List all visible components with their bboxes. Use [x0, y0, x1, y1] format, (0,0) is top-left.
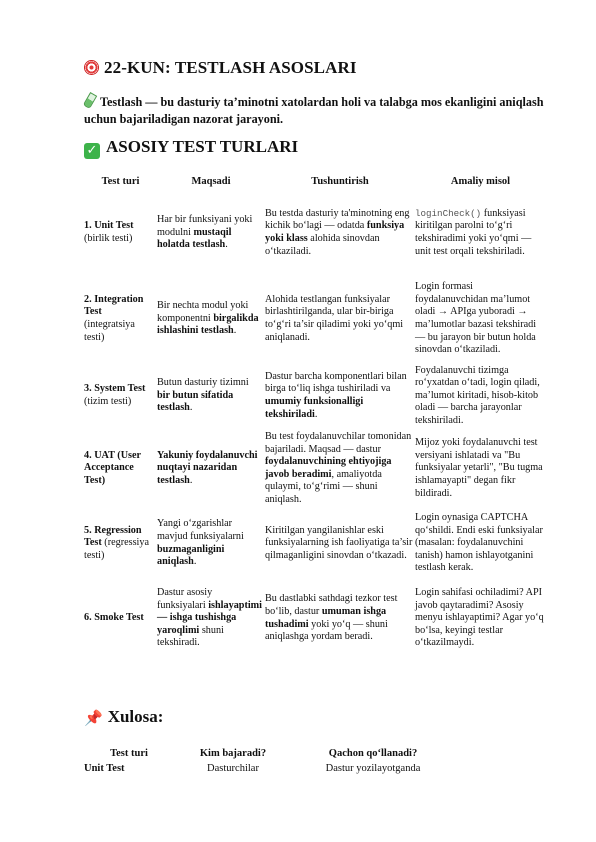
- cell-text: Foydalanuvchi tizimga ro‘yxatdan o‘tadi, login qiladi, ma’lumot kiritadi, hisob-kitob oladi — barcha jarayonlar tekshiriladi.: [415, 364, 540, 426]
- table-row: [84, 508, 546, 580]
- cell-text: Login sahifasi ochiladimi? API javob qaytaradimi? Asosiy menyu ishlayaptimi? Agar yo‘q bo‘lsa, keyingi testlar o‘tkazilmaydi.: [415, 587, 544, 649]
- test-tube-icon: [83, 92, 97, 109]
- cell-example: [415, 190, 546, 276]
- cell-text: (tizim testi): [84, 396, 132, 407]
- cell-example: [415, 430, 546, 508]
- intro-paragraph: [84, 93, 554, 127]
- cell-text: .: [189, 402, 193, 414]
- cell-text: .: [233, 325, 237, 337]
- cell-text: Kiritilgan yangilanishlar eski funksiyalarning ish faoliyatiga ta’sir qilmaganligini sinovdan o‘tkazadi.: [265, 524, 413, 561]
- cell-text: Bir nechta modul yoki komponentni: [157, 300, 249, 324]
- cell-text: Mijoz yoki foydalanuvchi test versiyani ishlatadi va "Bu funksiyalar yetarli", "Bu tugma ishlamayapti" degan fikr bildiradi.: [415, 437, 543, 499]
- cell-text: (regressiya testi): [84, 537, 149, 561]
- summary-cell-when: Dastur yozilayotganda: [325, 763, 421, 774]
- pushpin-icon: 📌: [84, 709, 103, 727]
- cell-example: [415, 362, 546, 430]
- cell-text: mustaqil holatda testlash: [157, 226, 232, 251]
- cell-explanation: [265, 580, 415, 658]
- cell-text: umumiy funksionalligi tekshiriladi: [265, 396, 364, 420]
- cell-text: Yakuniy foydalanuvchi nuqtayi nazaridan testlash: [157, 449, 258, 487]
- cell-text: alohida sinovdan o‘tkaziladi.: [265, 233, 380, 257]
- cell-text: Login formasi foydalanuvchidan ma’lumot oladi → APIga yuboradi → ma’lumotlar bazasi tekshiradi — bu jarayon bir butun holda sinovdan o‘tkaziladi.: [415, 281, 537, 356]
- summary-header-who: Kim bajaradi?: [199, 747, 267, 759]
- cell-example: [415, 508, 546, 580]
- cell-purpose: [157, 580, 265, 658]
- cell-text: bir butun sifatida testlash: [157, 389, 234, 414]
- cell-text: Alohida testlangan funksiyalar birlashtirilganda, ular bir-biriga to‘g‘ri ta’sir qiladimi yoki yo‘qmi aniqlanadi.: [265, 293, 404, 343]
- cell-purpose: [157, 508, 265, 580]
- cell-text: Login oynasiga CAPTCHA qo‘shildi. Endi eski funksiyalar (masalan: foydalanuvchini tanish) hamon ishlayotganini testlash kerak.: [415, 512, 543, 574]
- cell-text: 2. Integration Test: [84, 293, 144, 318]
- cell-text: umuman ishga tushadimi: [265, 605, 387, 630]
- cell-text: ishlayaptimi — ishga tushishga yaroqlimi: [157, 599, 262, 636]
- cell-text: (birlik testi): [84, 233, 133, 244]
- cell-text: 3. System Test: [84, 383, 146, 395]
- cell-text: birgalikda ishlashini testlash: [157, 312, 259, 337]
- intro-text: Testlash — bu dasturiy ta’minotni xatolardan holi va talabga mos ekanligini aniqlash uchun bajariladigan nazorat jarayoni.: [84, 95, 544, 126]
- cell-text: Har bir funksiyani yoki modulni: [157, 214, 253, 238]
- header-example: Amaliy misol: [450, 175, 511, 187]
- cell-text: , amaliyotda qulaymi, to‘g‘rimi — shuni aniqlash.: [265, 468, 382, 505]
- cell-purpose: [157, 362, 265, 430]
- cell-text: 6. Smoke Test: [84, 612, 144, 624]
- cell-test-type: [84, 276, 157, 362]
- cell-text: .: [189, 475, 193, 487]
- summary-row: [84, 761, 454, 776]
- cell-test-type: [84, 362, 157, 430]
- cell-purpose: [157, 430, 265, 508]
- summary-title-text: Xulosa:: [107, 707, 164, 726]
- cell-explanation: [265, 276, 415, 362]
- header-purpose: Maqsadi: [191, 175, 231, 187]
- cell-text: 4. UAT (User Acceptance Test): [84, 449, 141, 487]
- cell-purpose: [157, 276, 265, 362]
- cell-explanation: [265, 190, 415, 276]
- summary-header-when: Qachon qo‘llanadi?: [328, 747, 418, 759]
- cell-test-type: [84, 508, 157, 580]
- cell-test-type: [84, 430, 157, 508]
- cell-text: .: [314, 408, 318, 420]
- cell-text: Dastur barcha komponentlari bilan birga to‘liq ishga tushiriladi va: [265, 370, 407, 395]
- table-row: [84, 190, 546, 276]
- table-row: [84, 580, 546, 658]
- cell-example: [415, 276, 546, 362]
- cell-text: funksiya yoki klass: [265, 220, 405, 244]
- cell-explanation: [265, 362, 415, 430]
- table-row: [84, 362, 546, 430]
- cell-example: [415, 580, 546, 658]
- table-row: [84, 276, 546, 362]
- cell-text: .: [225, 239, 228, 251]
- cell-text: Dastur asosiy funksiyalari: [157, 587, 213, 611]
- cell-text: 1. Unit Test: [84, 220, 134, 232]
- section-title-text: ASOSIY TEST TURLARI: [106, 137, 299, 156]
- cell-text: foydalanuvchining ehtiyojiga javob beradimi: [265, 456, 392, 480]
- summary-title: [84, 707, 163, 727]
- section-title: [84, 137, 298, 159]
- page-title-text: 22-KUN: TESTLASH ASOSLARI: [104, 58, 357, 77]
- cell-text: Bu testda dasturiy ta'minotning eng kichik bo‘lagi — odatda: [265, 207, 410, 232]
- cell-text: Butun dasturiy tizimni: [157, 377, 249, 389]
- cell-test-type: [84, 190, 157, 276]
- summary-header-row: [84, 745, 454, 761]
- cell-text: Bu test foydalanuvchilar tomonidan bajariladi. Maqsad — dastur: [265, 431, 412, 455]
- page-title: [84, 58, 357, 78]
- summary-header-test-type: Test turi: [110, 747, 148, 759]
- table-header-row: [84, 172, 546, 190]
- cell-explanation: [265, 430, 415, 508]
- cell-text: loginCheck(): [415, 207, 482, 219]
- cell-test-type: [84, 580, 157, 658]
- header-test-type: Test turi: [101, 175, 140, 187]
- cell-text: Yangi o‘zgarishlar mavjud funksiyalarni: [157, 518, 244, 542]
- summary-cell-who: Dasturchilar: [207, 763, 259, 774]
- cell-text: 5. Regression Test: [84, 524, 142, 549]
- cell-text: shuni tekshiradi.: [157, 624, 224, 649]
- cell-purpose: [157, 190, 265, 276]
- cell-text: Bu dastlabki sathdagi tezkor test bo‘lib, dastur: [265, 593, 398, 617]
- cell-text: .: [193, 556, 197, 568]
- cell-text: buzmaganligini aniqlash: [157, 543, 225, 568]
- check-mark-icon: ✓: [84, 143, 100, 159]
- test-types-table: [84, 172, 546, 658]
- header-explanation: Tushuntirish: [311, 175, 369, 187]
- cell-text: (integratsiya testi): [84, 319, 135, 343]
- summary-cell-test-type: Unit Test: [84, 763, 125, 774]
- cell-text: yoki yo‘q — shuni aniqlashga yordam beradi.: [265, 618, 388, 643]
- table-row: [84, 430, 546, 508]
- cell-explanation: [265, 508, 415, 580]
- summary-table: [84, 745, 454, 776]
- target-icon: [84, 60, 99, 75]
- cell-text: funksiyasi kiritilgan parolni to‘g‘ri tekshiradimi yoki yo‘qmi — unit test orqali tekshiriladi.: [415, 207, 532, 257]
